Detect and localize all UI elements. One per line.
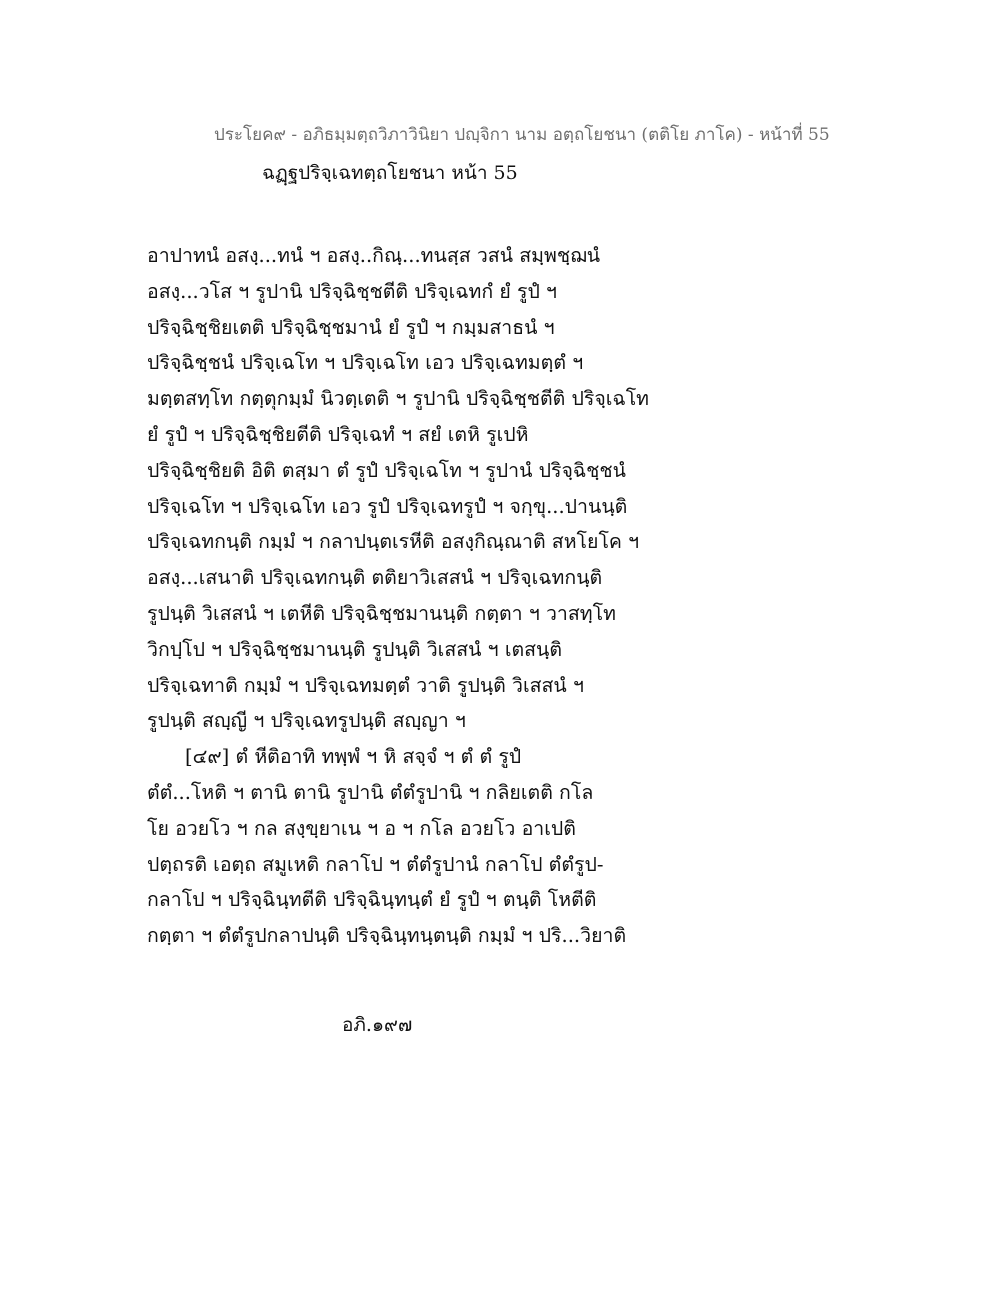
body-line: อาปาทนํ อสงฺ...ทนํ ฯ อสงฺ..กิณฺ...ทนสฺส วสนํ สมฺพชฺฌนํ <box>147 244 601 267</box>
body-line: ปริจฺฉิชฺชิยติ อิติ ตสฺมา ตํ รูปํ ปริจฺเฉโท ฯ รูปานํ ปริจฺฉิชฺชนํ <box>147 458 626 482</box>
body-line: กตฺตา ฯ ตํตํรูปกลาปนฺติ ปริจฺฉินฺทนฺตนฺติ กมฺมํ ฯ ปริ...วิยาติ <box>147 924 627 948</box>
body-line: มตฺตสทฺโท กตฺตุกมฺมํ นิวตฺเตติ ฯ รูปานิ ปริจฺฉิชฺชตีติ ปริจฺเฉโท <box>147 387 650 411</box>
body-line: ตํตํ...โหติ ฯ ตานิ ตานิ รูปานิ ตํตํรูปานิ ฯ กลิยเตติ กโล <box>147 780 594 804</box>
body-text <box>147 238 707 954</box>
body-line: ปริจฺฉิชฺชนํ ปริจฺเฉโท ฯ ปริจฺเฉโท เอว ปริจฺเฉทมตฺตํ ฯ <box>147 351 584 375</box>
page-subtitle: ฉฏฺฐปริจฺเฉทตฺถโยชนา หน้า 55 <box>262 162 518 184</box>
body-line: ปริจฺเฉทาติ กมฺมํ ฯ ปริจฺเฉทมตฺตํ วาติ รูปนฺติ วิเสสนํ ฯ <box>147 673 584 697</box>
body-line: อสงฺ...เสนาติ ปริจฺเฉทกนฺติ ตติยาวิเสสนํ ฯ ปริจฺเฉทกนฺติ <box>147 566 603 590</box>
body-line: ปริจฺเฉโท ฯ ปริจฺเฉโท เอว รูปํ ปริจฺเฉทรูปํ ฯ จกฺขุ...ปานนฺติ <box>147 494 628 518</box>
body-line: ปริจฺเฉทกนฺติ กมฺมํ ฯ กลาปนฺตเรหีติ อสงฺกิณฺณาติ สหโยโค ฯ <box>147 530 640 554</box>
body-line: วิกปฺโป ฯ ปริจฺฉิชฺชมานนฺติ รูปนฺติ วิเสสนํ ฯ เตสนฺติ <box>147 637 563 661</box>
body-line: อสงฺ...วโส ฯ รูปานิ ปริจฺฉิชฺชตีติ ปริจฺเฉทกํ ยํ รูปํ ฯ <box>147 279 557 303</box>
page-reference: อภิ.๑๙๗ <box>342 1014 413 1036</box>
body-line: ยํ รูปํ ฯ ปริจฺฉิชฺชิยตีติ ปริจฺเฉทํ ฯ สยํ เตหิ รูเปหิ <box>147 422 529 446</box>
running-header: ประโยค๙ - อภิธมฺมตฺถวิภาวินิยา ปญฺจิกา นาม อตฺถโยชนา (ตติโย ภาโค) - หน้าที่ 55 <box>214 125 830 145</box>
body-line: กลาโป ฯ ปริจฺฉินฺทตีติ ปริจฺฉินฺทนฺตํ ยํ รูปํ ฯ ตนฺติ โหตีติ <box>147 888 597 912</box>
body-line: รูปนฺติ สญฺญี ฯ ปริจฺเฉทรูปนฺติ สญฺญา ฯ <box>147 709 466 733</box>
body-line: ปริจฺฉิชฺชิยเตติ ปริจฺฉิชฺชมานํ ยํ รูปํ ฯ กมฺมสาธนํ ฯ <box>147 315 555 339</box>
body-line: โย อวยโว ฯ กล สงฺขฺยาเน ฯ อ ฯ กโล อวยโว อาเปติ <box>147 816 576 840</box>
body-line: รูปนฺติ วิเสสนํ ฯ เตหีติ ปริจฺฉิชฺชมานนฺติ กตฺตา ฯ วาสทฺโท <box>147 601 616 625</box>
paragraph-start-line: [๔๙] ตํ หีติอาทิ ทพฺพํ ฯ หิ สจฺจํ ฯ ตํ ตํ รูปํ <box>185 745 522 769</box>
body-line: ปตฺถรติ เอตฺถ สมูเหติ กลาโป ฯ ตํตํรูปานํ กลาโป ตํตํรูป- <box>147 852 604 876</box>
